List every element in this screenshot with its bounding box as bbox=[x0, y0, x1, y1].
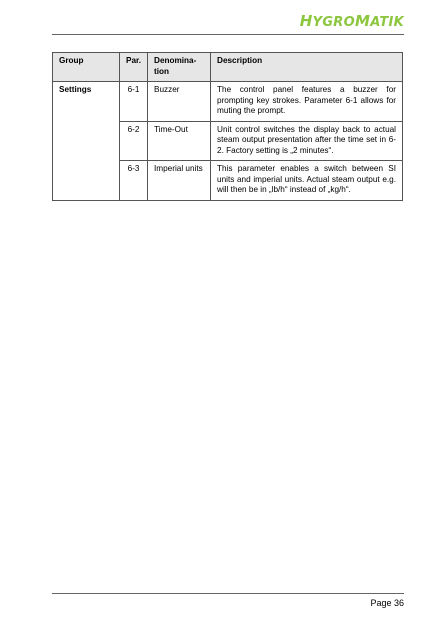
denomination-cell: Imperial units bbox=[148, 161, 211, 201]
description-cell: The control panel features a buzzer for prompting key strokes. Parameter 6-1 allows for muting the prompt. bbox=[211, 82, 403, 122]
denomination-cell: Time-Out bbox=[148, 121, 211, 161]
par-cell: 6-1 bbox=[120, 82, 148, 122]
hygromatik-logo bbox=[300, 12, 404, 30]
parameter-table bbox=[52, 52, 403, 201]
description-cell: This parameter enables a switch between SI units and imperial units. Actual steam output e.g. will then be in „lb/h“ instead of „kg/h“. bbox=[211, 161, 403, 201]
header-description: Description bbox=[211, 53, 403, 82]
header-denomination: Denomina- tion bbox=[148, 53, 211, 82]
table-row bbox=[53, 82, 403, 122]
page-number: Page 36 bbox=[370, 598, 404, 608]
table-header-row bbox=[53, 53, 403, 82]
header-group: Group bbox=[53, 53, 120, 82]
logo-letter-h: H bbox=[299, 12, 313, 30]
par-cell: 6-2 bbox=[120, 121, 148, 161]
group-cell: Settings bbox=[53, 82, 120, 201]
logo-letter-m: M bbox=[354, 12, 371, 30]
logo-letters-atik: ATIK bbox=[370, 15, 404, 30]
header-par: Par. bbox=[120, 53, 148, 82]
denomination-cell: Buzzer bbox=[148, 82, 211, 122]
footer-divider bbox=[52, 593, 404, 594]
description-cell: Unit control switches the display back to actual steam output presentation after the time set in 6-2. Factory setting is „2 minutes“. bbox=[211, 121, 403, 161]
logo-letters-ygro: YGRO bbox=[312, 15, 355, 30]
par-cell: 6-3 bbox=[120, 161, 148, 201]
header-divider bbox=[52, 34, 404, 35]
